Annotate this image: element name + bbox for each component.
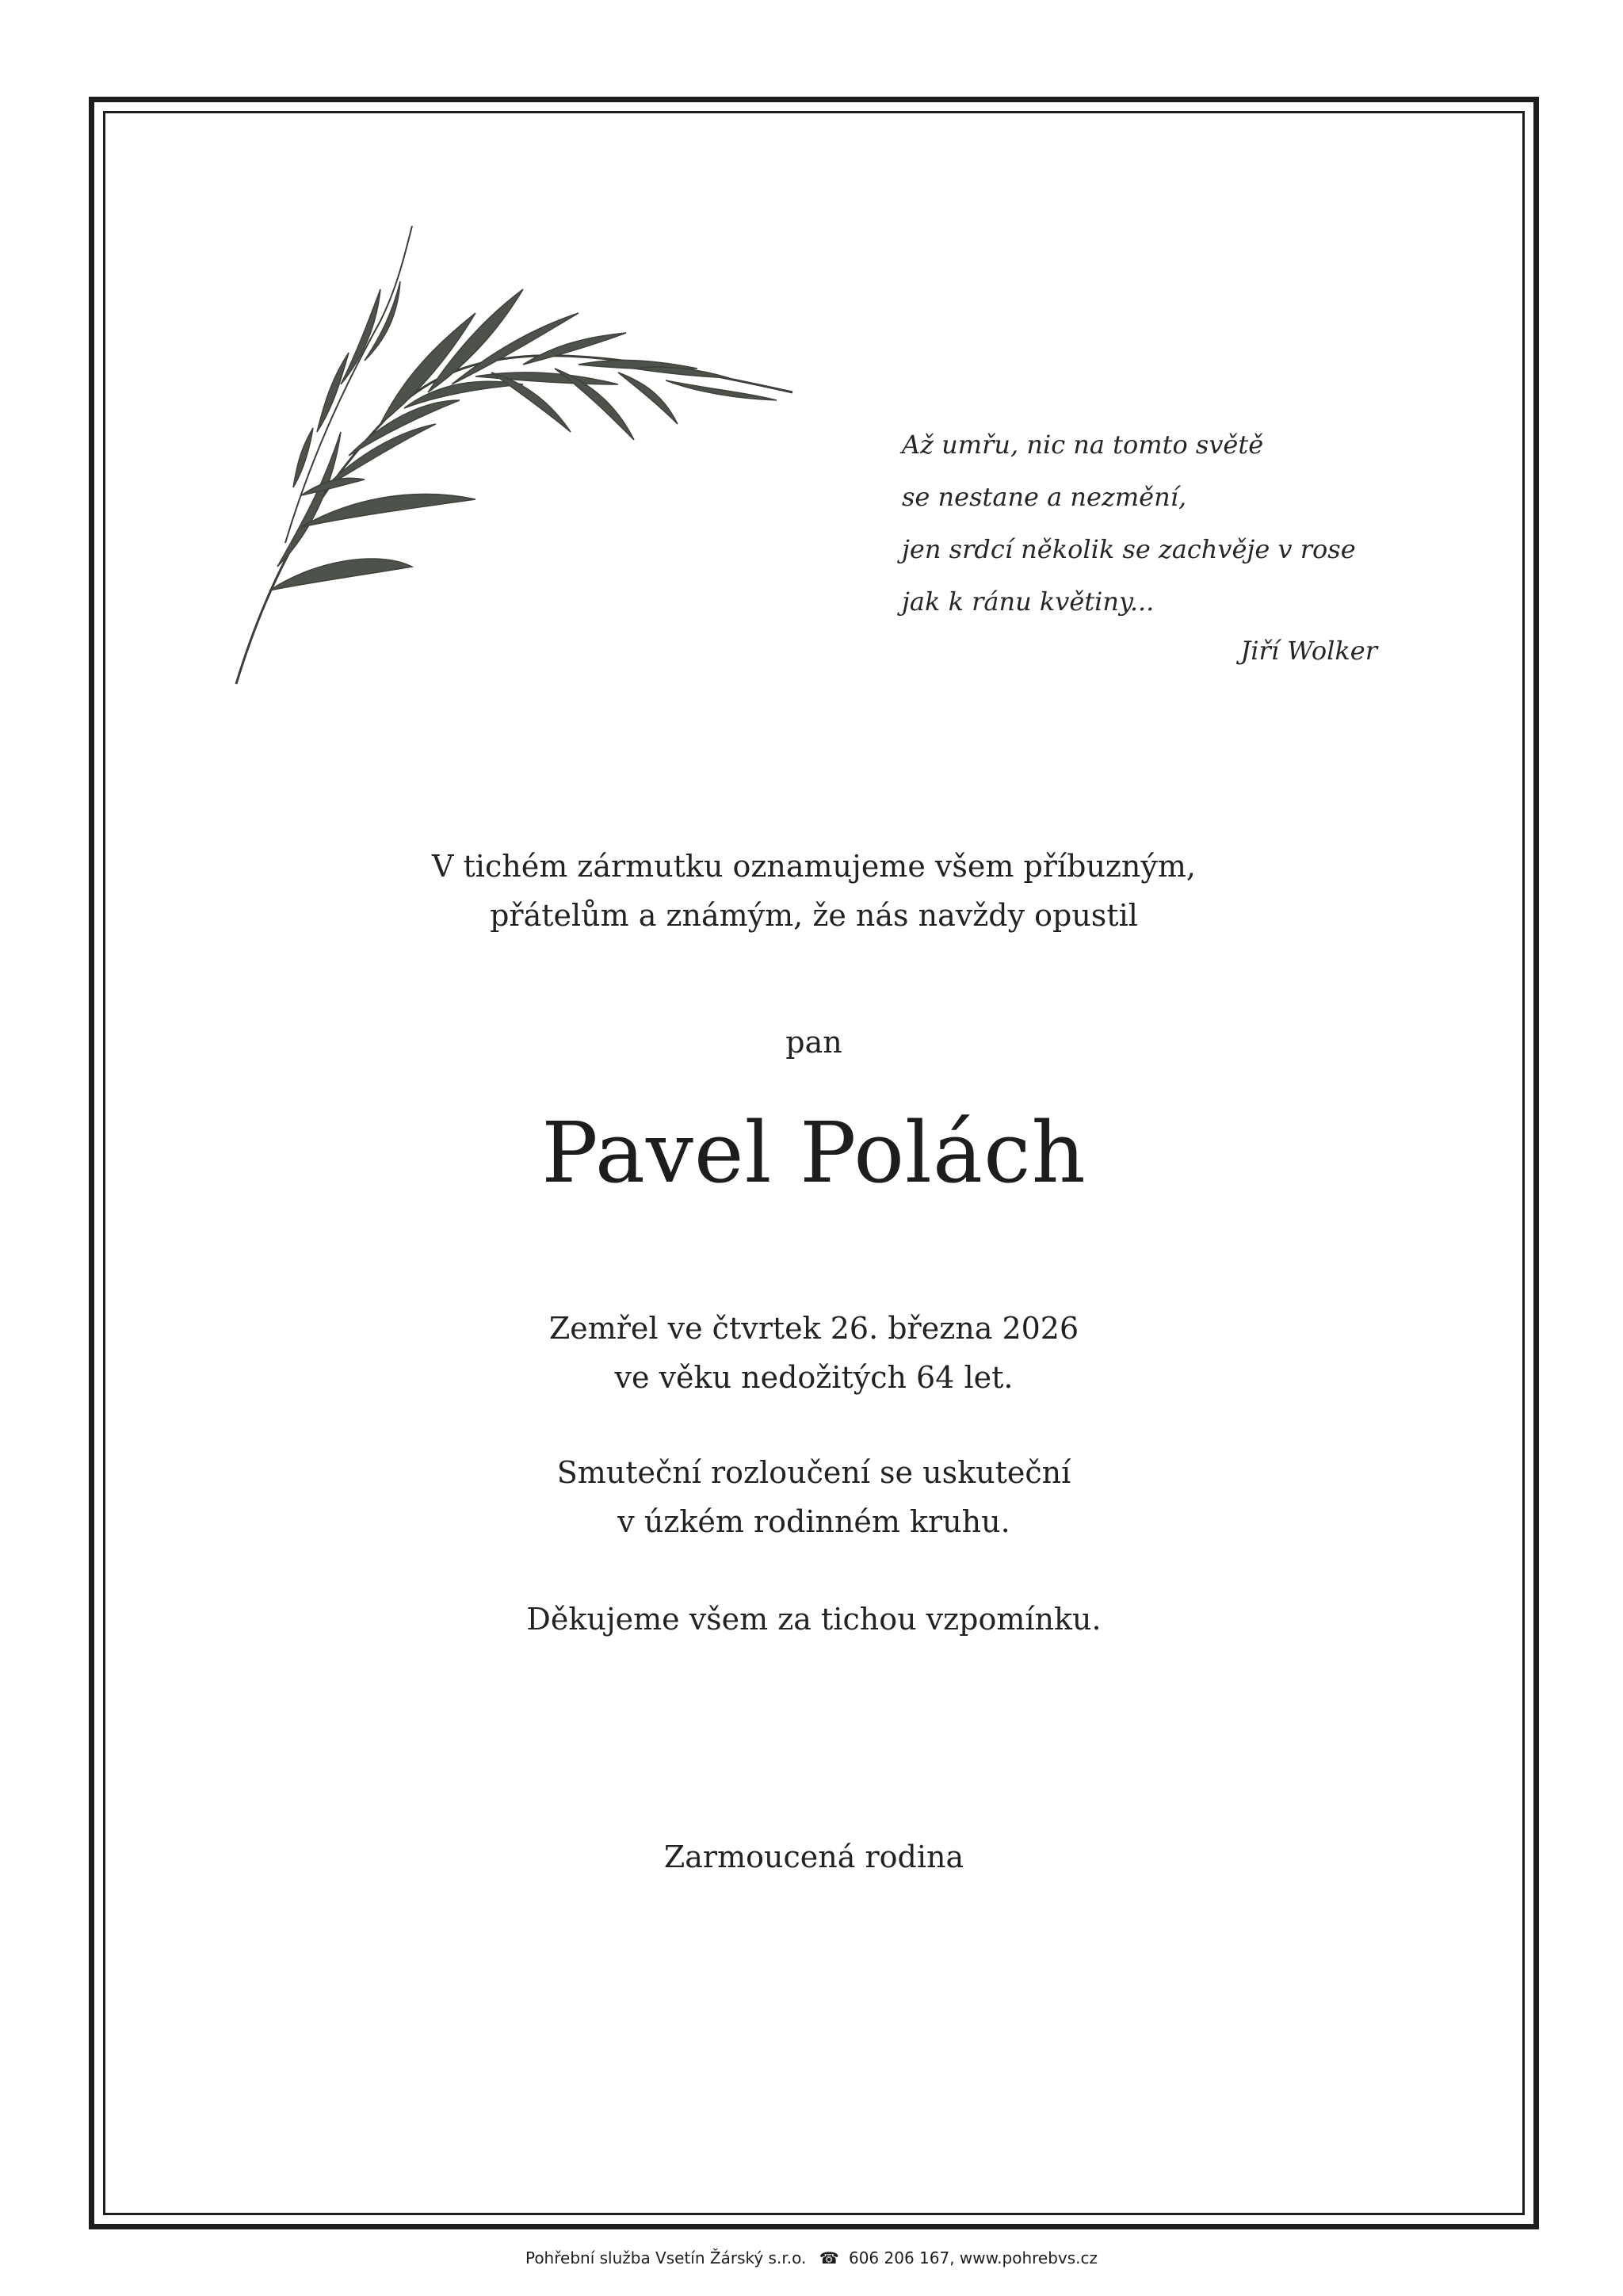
intro-line: V tichém zármutku oznamujeme všem příbuzným,	[432, 849, 1196, 884]
poem-author: Jiří Wolker	[1240, 636, 1377, 666]
footer-website: www.pohrebvs.cz	[959, 2248, 1098, 2267]
footer	[0, 2246, 1623, 2270]
willow-branch-illustration	[222, 226, 824, 686]
thanks-text: Děkujeme všem za tichou vzpomínku.	[526, 1602, 1102, 1637]
farewell-info	[103, 1448, 1525, 1546]
poem	[902, 418, 1377, 677]
announcement-intro	[103, 842, 1525, 940]
poem-line: jen srdcí několik se zachvěje v rose	[902, 534, 1356, 564]
footer-company: Pohřební služba Vsetín Žárský s.r.o.	[525, 2248, 807, 2267]
deceased-name: Pavel Polách	[541, 1104, 1086, 1201]
death-line: Zemřel ve čtvrtek 26. března 2026	[548, 1311, 1079, 1346]
poem-line: Až umřu, nic na tomto světě	[902, 430, 1264, 460]
intro-line: přátelům a známým, že nás navždy opustil	[490, 898, 1138, 933]
family-signature: Zarmoucená rodina	[663, 1839, 964, 1874]
farewell-line: Smuteční rozloučení se uskuteční	[556, 1455, 1071, 1490]
poem-line: se nestane a nezmění,	[902, 482, 1187, 512]
death-line: ve věku nedožitých 64 let.	[614, 1360, 1014, 1395]
poem-line: jak k ránu květiny...	[902, 586, 1155, 617]
farewell-line: v úzkém rodinném kruhu.	[617, 1504, 1010, 1539]
telephone-icon: ☎	[819, 2248, 839, 2267]
honorific: pan	[785, 1025, 842, 1060]
footer-phone: 606 206 167,	[848, 2248, 955, 2267]
death-info	[103, 1304, 1525, 1402]
